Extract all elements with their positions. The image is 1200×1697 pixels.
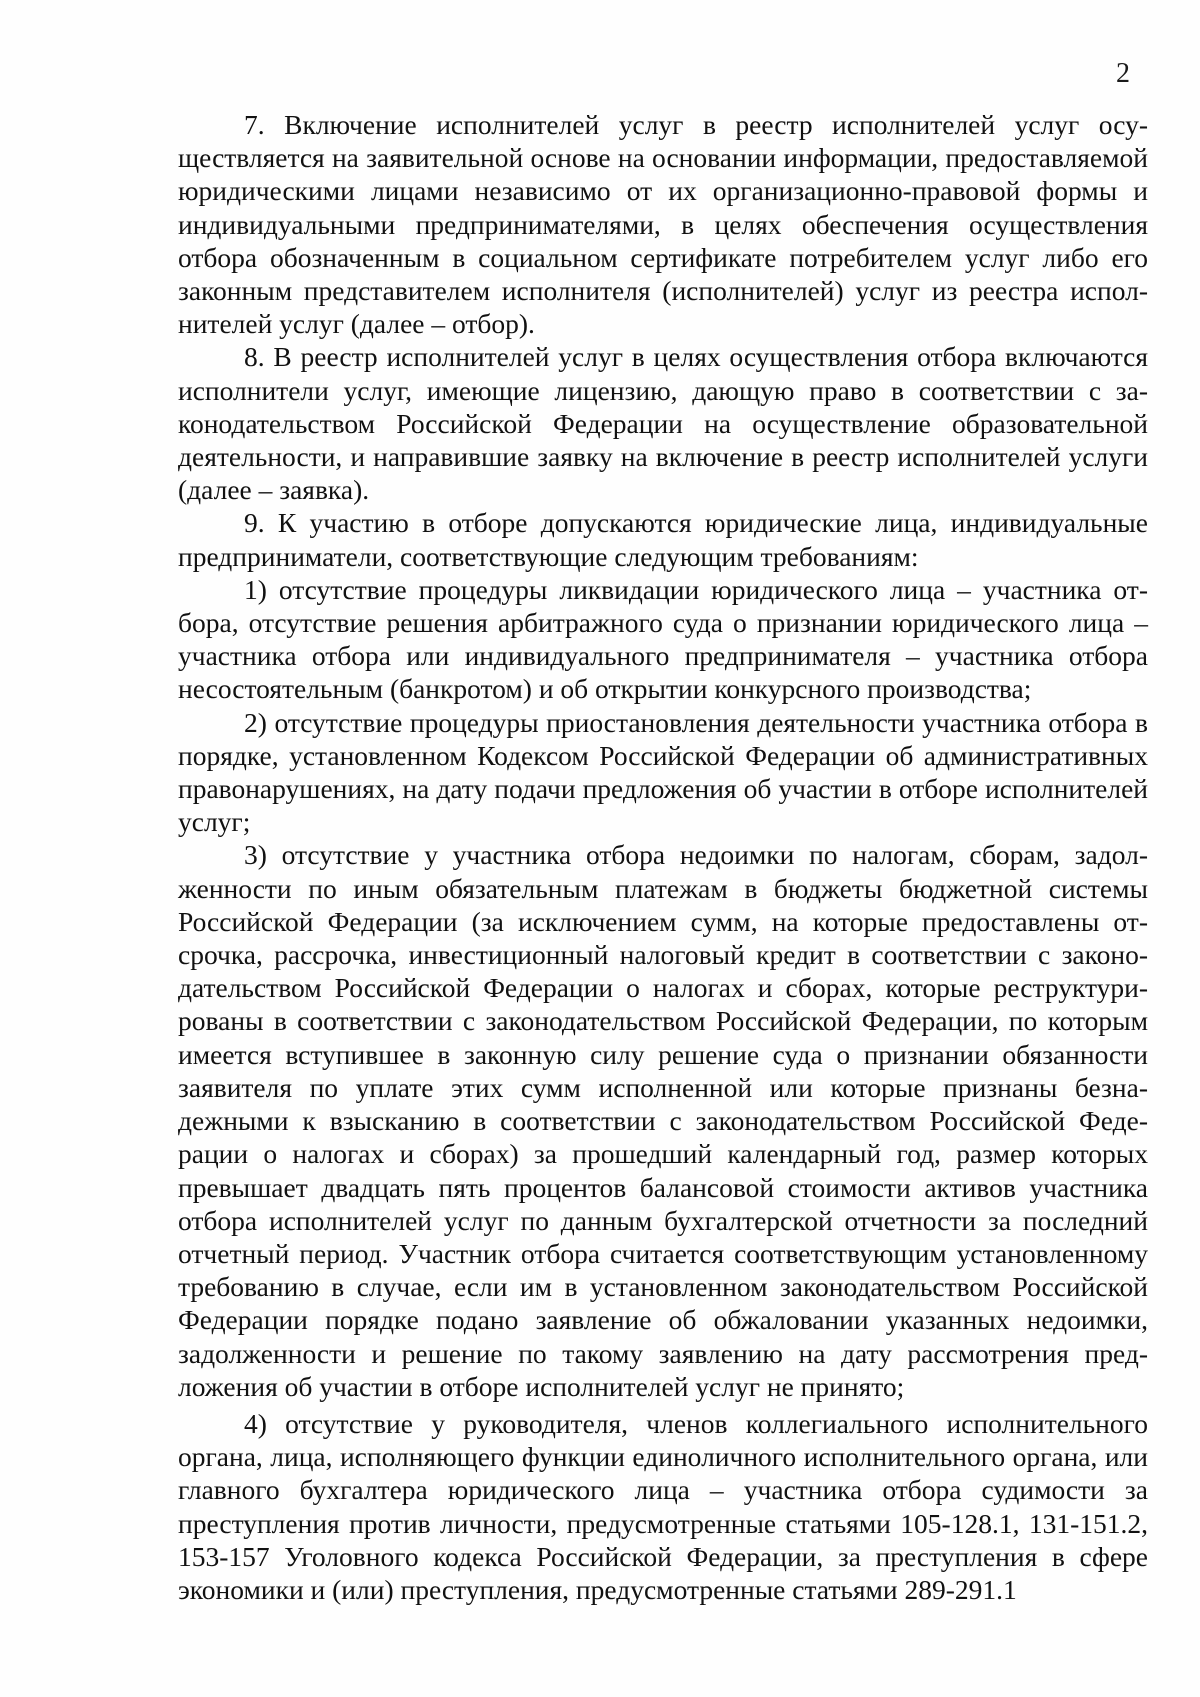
requirement-3: 3) отсутствие у участника отбора недоимки по налогам, сборам, задолженности по иным обязательным платежам в бюджеты бюджетной системы Российской Федерации (за исключением сумм, на которые предоставлены отсрочка, рассрочка, инвестиционный налоговый кредит в соответствии с законодательством Российской Федерации о налогах и сборах, которые реструктурированы в соответствии с законодательством Российской Федерации, по которым имеется вступившее в законную силу решение суда о признании обязанности заявителя по уплате этих сумм исполненной или которые признаны безнадежными к взысканию в соответствии с законодательством Российской Федерации о налогах и сборах) за прошедший календарный год, размер которых превышает двадцать пять процентов балансовой стоимости активов участника отбора исполнителей услуг по данным бухгалтерской отчетности за последний отчетный период. Участник отбора считается соответствующим установленному требованию в случае, если им в установленном законодательством Российской Федерации порядке подано заявление об обжаловании указанных недоимки, задолженности и решение по такому заявлению на дату рассмотрения предложения об участии в отборе исполнителей услуг не принято;: [178, 839, 1148, 1402]
document-body: [178, 108, 1148, 1606]
requirement-1: 1) отсутствие процедуры ликвидации юридического лица – участника отбора, отсутствие решения арбитражного суда о признании юридического лица – участника отбора или индивидуального предпринимателя – участника отбора несостоятельным (банкротом) и об открытии конкурсного производства;: [178, 573, 1148, 705]
requirement-4: 4) отсутствие у руководителя, членов коллегиального исполнительного органа, лица, исполняющего функции единоличного исполнительного органа, или главного бухгалтера юридического лица – участника отбора судимости за преступления против личности, предусмотренные статьями 105-128.1, 131-151.2, 153-157 Уголовного кодекса Российской Федерации, за преступления в сфере экономики и (или) преступления, предусмотренные статьями 289-291.1: [178, 1407, 1148, 1605]
page-number: 2: [1116, 58, 1130, 89]
paragraph-item-9: 9. К участию в отборе допускаются юридические лица, индивидуальные предприниматели, соответствующие следующим требованиям:: [178, 507, 1148, 572]
paragraph-item-7: 7. Включение исполнителей услуг в реестр исполнителей услуг осуществляется на заявительной основе на основании информации, предоставляемой юридическими лицами независимо от их организационно-правовой формы и индивидуальными предпринимателями, в целях обеспечения осуществления отбора обозначенным в социальном сертификате потребителем услуг либо его законным представителем исполнителя (исполнителей) услуг из реестра исполнителей услуг (далее – отбор).: [178, 109, 1148, 340]
paragraph-item-8: 8. В реестр исполнителей услуг в целях осуществления отбора включаются исполнители услуг, имеющие лицензию, дающую право в соответствии с законодательством Российской Федерации на осуществление образовательной деятельности, и направившие заявку на включение в реестр исполнителей услуги (далее – заявка).: [178, 341, 1148, 506]
requirement-2: 2) отсутствие процедуры приостановления деятельности участника отбора в порядке, установленном Кодексом Российской Федерации об административных правонарушениях, на дату подачи предложения об участии в отборе исполнителей услуг;: [178, 706, 1148, 838]
